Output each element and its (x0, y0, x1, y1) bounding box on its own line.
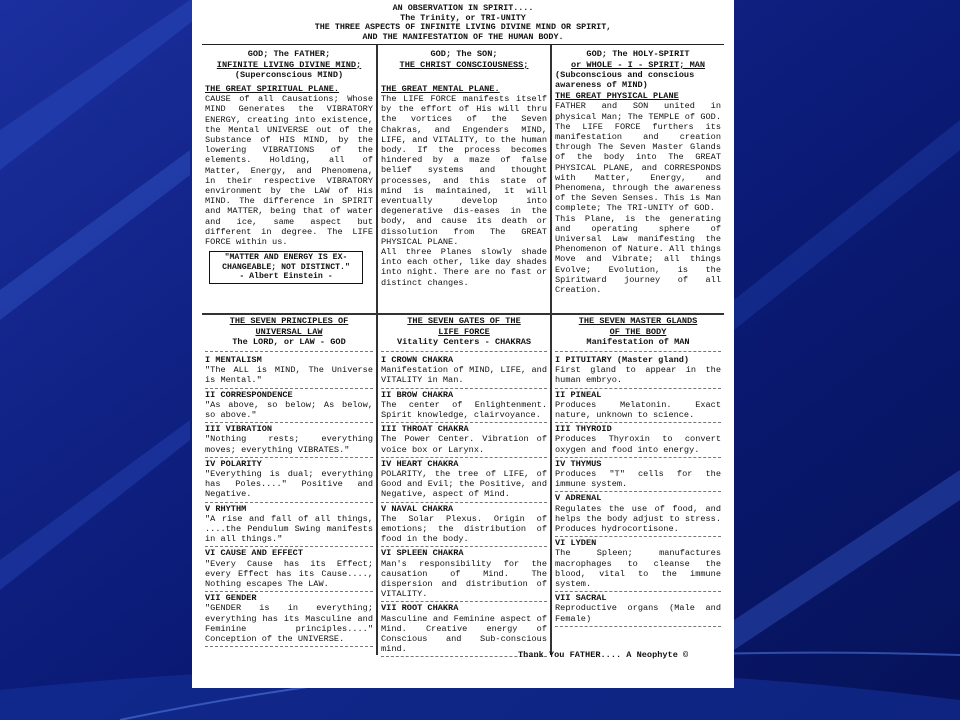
chakra-item-text: The Power Center. Vibration of voice box or Larynx. (381, 434, 547, 455)
chakra-item (381, 354, 547, 389)
chakra-item (381, 503, 547, 548)
header-line-1: AN OBSERVATION IN SPIRIT.... (392, 3, 534, 13)
sevens-section (202, 313, 724, 655)
chakra-item-text: Masculine and Feminine aspect of Mind. Creative energy of Conscious and Sub-conscious mind. (381, 613, 547, 655)
quote-author: - Albert Einstein - (239, 272, 333, 282)
chakras-heading: THE SEVEN GATES OF THE (407, 316, 521, 327)
chakras-heading-2: LIFE FORCE (438, 326, 490, 337)
gland-item (555, 458, 721, 493)
gland-item-text: Produces "T" cells for the immune system. (555, 469, 721, 490)
law-item-title: VII GENDER (205, 593, 257, 604)
gland-item (555, 537, 721, 592)
mental-plane-text: The LIFE FORCE manifests itself by the effort of His will thru the vortices of the Seven Chakras, and Engenders MIND, LIFE, and VITALITY, to the human body. If the process becomes hindered by a maze of false belief systems and thought processes, and this state of mind is maintained, it will eventually develop into degenerative dis-eases in the body, and cause its death or dissolution from The GREAT PHYSICAL PLANE. (381, 93, 547, 247)
chakra-item (381, 458, 547, 503)
law-item-title: VI CAUSE AND EFFECT (205, 548, 303, 559)
gland-item-text: Produces Melatonin. Exact nature, unknown to science. (555, 399, 721, 420)
chakra-item (381, 423, 547, 458)
gland-item (555, 354, 721, 389)
gland-item-text: Regulates the use of food, and helps the body adjust to stress. Produces hydrocortisone. (555, 503, 721, 535)
holy-spirit-mind: (Subconscious and conscious awareness of MIND) (555, 69, 695, 90)
law-item-text: "Nothing rests; everything moves; everything VIBRATES." (205, 434, 373, 455)
gland-item (555, 423, 721, 458)
mental-plane-text-2: All three Planes slowly shade into each other, like day shades into night. There are no fast or distinct changes. (381, 247, 547, 288)
chakras-column (376, 315, 550, 655)
father-subtitle: INFINITE LIVING DIVINE MIND; (216, 59, 362, 70)
law-item (205, 547, 373, 592)
gland-item-title: III THYROID (555, 424, 612, 435)
physical-plane-text-2: This Plane, is the generating and operating sphere of Universal Law manifesting the Phenomenon of Nature. All things Move and Vibrate; all things Evolve; Evolution, is the Spiritward journey of all Creation. (555, 213, 721, 296)
document-page (192, 0, 734, 688)
chakra-item-text: The center of Enlightenment. Spirit knowledge, clairvoyance. (381, 399, 547, 420)
gland-item-text: First gland to appear in the human embryo. (555, 365, 721, 386)
law-item-text: "As above, so below; As below, so above." (205, 399, 373, 420)
header-line-4: AND THE MANIFESTATION OF THE HUMAN BODY. (362, 31, 564, 42)
holy-spirit-subtitle: or WHOLE - I - SPIRIT; MAN (570, 59, 706, 70)
law-item-text: "GENDER is in everything; everything has its Masculine and Feminine principles...." Conception of the UNIVERSE. (205, 603, 373, 645)
law-item (205, 423, 373, 458)
father-column (202, 45, 376, 313)
gland-item (555, 492, 721, 537)
gland-item-text: Produces Thyroxin to convert oxygen and food into energy. (555, 434, 721, 455)
chakra-item (381, 389, 547, 424)
trinity-section (202, 45, 724, 313)
glands-heading: THE SEVEN MASTER GLANDS (578, 316, 698, 327)
spiritual-plane-text: CAUSE of all Causations; Whose MIND Generates the VIBRATORY ENERGY, creating into existence, the Mental UNIVERSE out of the Substance of HIS MIND, by the lowering VIBRATIONS of the elements. Holding, all of Matter, Energy, and Phenomena, in their respective VIBRATORY environment by the LAW of His MIND. The difference in SPIRIT and MATTER, being that of water and ice, same aspect but different in degree. The LIFE FORCE within us. (205, 94, 373, 248)
law-item-title: V RHYTHM (205, 503, 247, 514)
chakra-item-text: Man's responsibility for the causation of Mind. The dispersion and distribution of VITALITY. (381, 558, 547, 600)
father-mind: (Superconscious MIND) (234, 69, 344, 80)
gland-item-title: VII SACRAL (555, 593, 607, 604)
einstein-quote (209, 251, 363, 284)
chakra-item-text: Manifestation of MIND, LIFE, and VITALITY in Man. (381, 365, 547, 386)
gland-item-title: IV THYMUS (555, 458, 602, 469)
law-item (205, 354, 373, 389)
gland-item-title: V ADRENAL (555, 493, 602, 504)
quote-text: "MATTER AND ENERGY IS EX-CHANGEABLE; NOT DISTINCT." (222, 253, 350, 272)
mental-plane-heading: THE GREAT MENTAL PLANE. (381, 83, 500, 94)
gland-item-title: II PINEAL (555, 389, 602, 400)
chakra-item-text: The Solar Plexus. Origin of emotions; the distribution of food in the body. (381, 513, 547, 545)
chakra-item-title: V NAVAL CHAKRA (381, 503, 454, 514)
gland-item-title: I PITUITARY (Master gland) (555, 354, 690, 365)
chakra-item (381, 547, 547, 602)
chakra-item-title: VII ROOT CHAKRA (381, 603, 459, 614)
father-title: GOD; The FATHER; (247, 49, 331, 60)
document-header (202, 4, 724, 42)
law-item-text: "A rise and fall of all things, ....the Pendulum Swing manifests in all things." (205, 513, 373, 545)
glands-heading-2: OF THE BODY (609, 326, 667, 337)
laws-heading-2: UNIVERSAL LAW (255, 326, 323, 337)
header-line-2: The Trinity, or TRI-UNITY (400, 12, 526, 23)
chakras-subheading: Vitality Centers - CHAKRAS (381, 337, 547, 352)
signature: Thank You FATHER.... A Neophyte © (518, 650, 689, 660)
law-item (205, 389, 373, 424)
law-item-text: "The ALL is MIND, The Universe is Mental." (205, 365, 373, 386)
chakra-item-title: IV HEART CHAKRA (381, 458, 459, 469)
chakra-item-title: VI SPLEEN CHAKRA (381, 548, 464, 559)
holy-spirit-column (550, 45, 724, 313)
law-item (205, 458, 373, 503)
law-item-title: III VIBRATION (205, 424, 273, 435)
glands-column (550, 315, 724, 655)
gland-item (555, 389, 721, 424)
holy-spirit-title: GOD; The HOLY-SPIRIT (586, 49, 690, 60)
header-line-3: THE THREE ASPECTS OF INFINITE LIVING DIVINE MIND OR SPIRIT, (314, 22, 612, 33)
chakra-item-title: II BROW CHAKRA (381, 389, 454, 400)
gland-item-text: Reproductive organs (Male and Female) (555, 603, 721, 624)
law-item-title: I MENTALISM (205, 354, 262, 365)
physical-plane-text: FATHER and SON united in physical Man; The TEMPLE of GOD. The LIFE FORCE furthers its manifestation and creation through The Seven Master Glands of the body into The GREAT PHYSICAL PLANE, and CORRESPONDS with Matter, Energy, and Phenomena, through the awareness of the Seven Senses. This is Man complete; The TRI-UNITY of GOD. (555, 101, 721, 214)
gland-item (555, 592, 721, 627)
law-item-title: IV POLARITY (205, 458, 262, 469)
son-title: GOD; The SON; (430, 49, 498, 60)
law-item-text: "Everything is dual; everything has Poles...." Positive and Negative. (205, 469, 373, 500)
son-subtitle: THE CHRIST CONSCIOUSNESS; (399, 59, 529, 70)
law-item (205, 592, 373, 647)
physical-plane-heading: THE GREAT PHYSICAL PLANE (555, 91, 679, 102)
son-column (376, 45, 550, 313)
glands-subheading: Manifestation of MAN (555, 337, 721, 352)
spiritual-plane-heading: THE GREAT SPIRITUAL PLANE. (205, 83, 340, 94)
chakra-item-title: I CROWN CHAKRA (381, 354, 454, 365)
law-item-title: II CORRESPONDENCE (205, 389, 293, 400)
universal-law-column (202, 315, 376, 655)
chakra-item-title: III THROAT CHAKRA (381, 424, 469, 435)
law-item-text: "Every Cause has its Effect; every Effect has its Cause...., Nothing escapes The LAW. (205, 558, 373, 590)
gland-item-text: The Spleen; manufactures macrophages to cleanse the blood, vital to the immune system. (555, 548, 721, 590)
gland-item-title: VI LYDEN (555, 538, 597, 549)
law-item (205, 503, 373, 548)
laws-heading: THE SEVEN PRINCIPLES OF (229, 316, 349, 327)
laws-subheading: The LORD, or LAW - GOD (205, 337, 373, 352)
chakra-item-text: POLARITY, the tree of LIFE, of Good and Evil; the Positive, and Negative, aspect of Mind. (381, 469, 547, 500)
